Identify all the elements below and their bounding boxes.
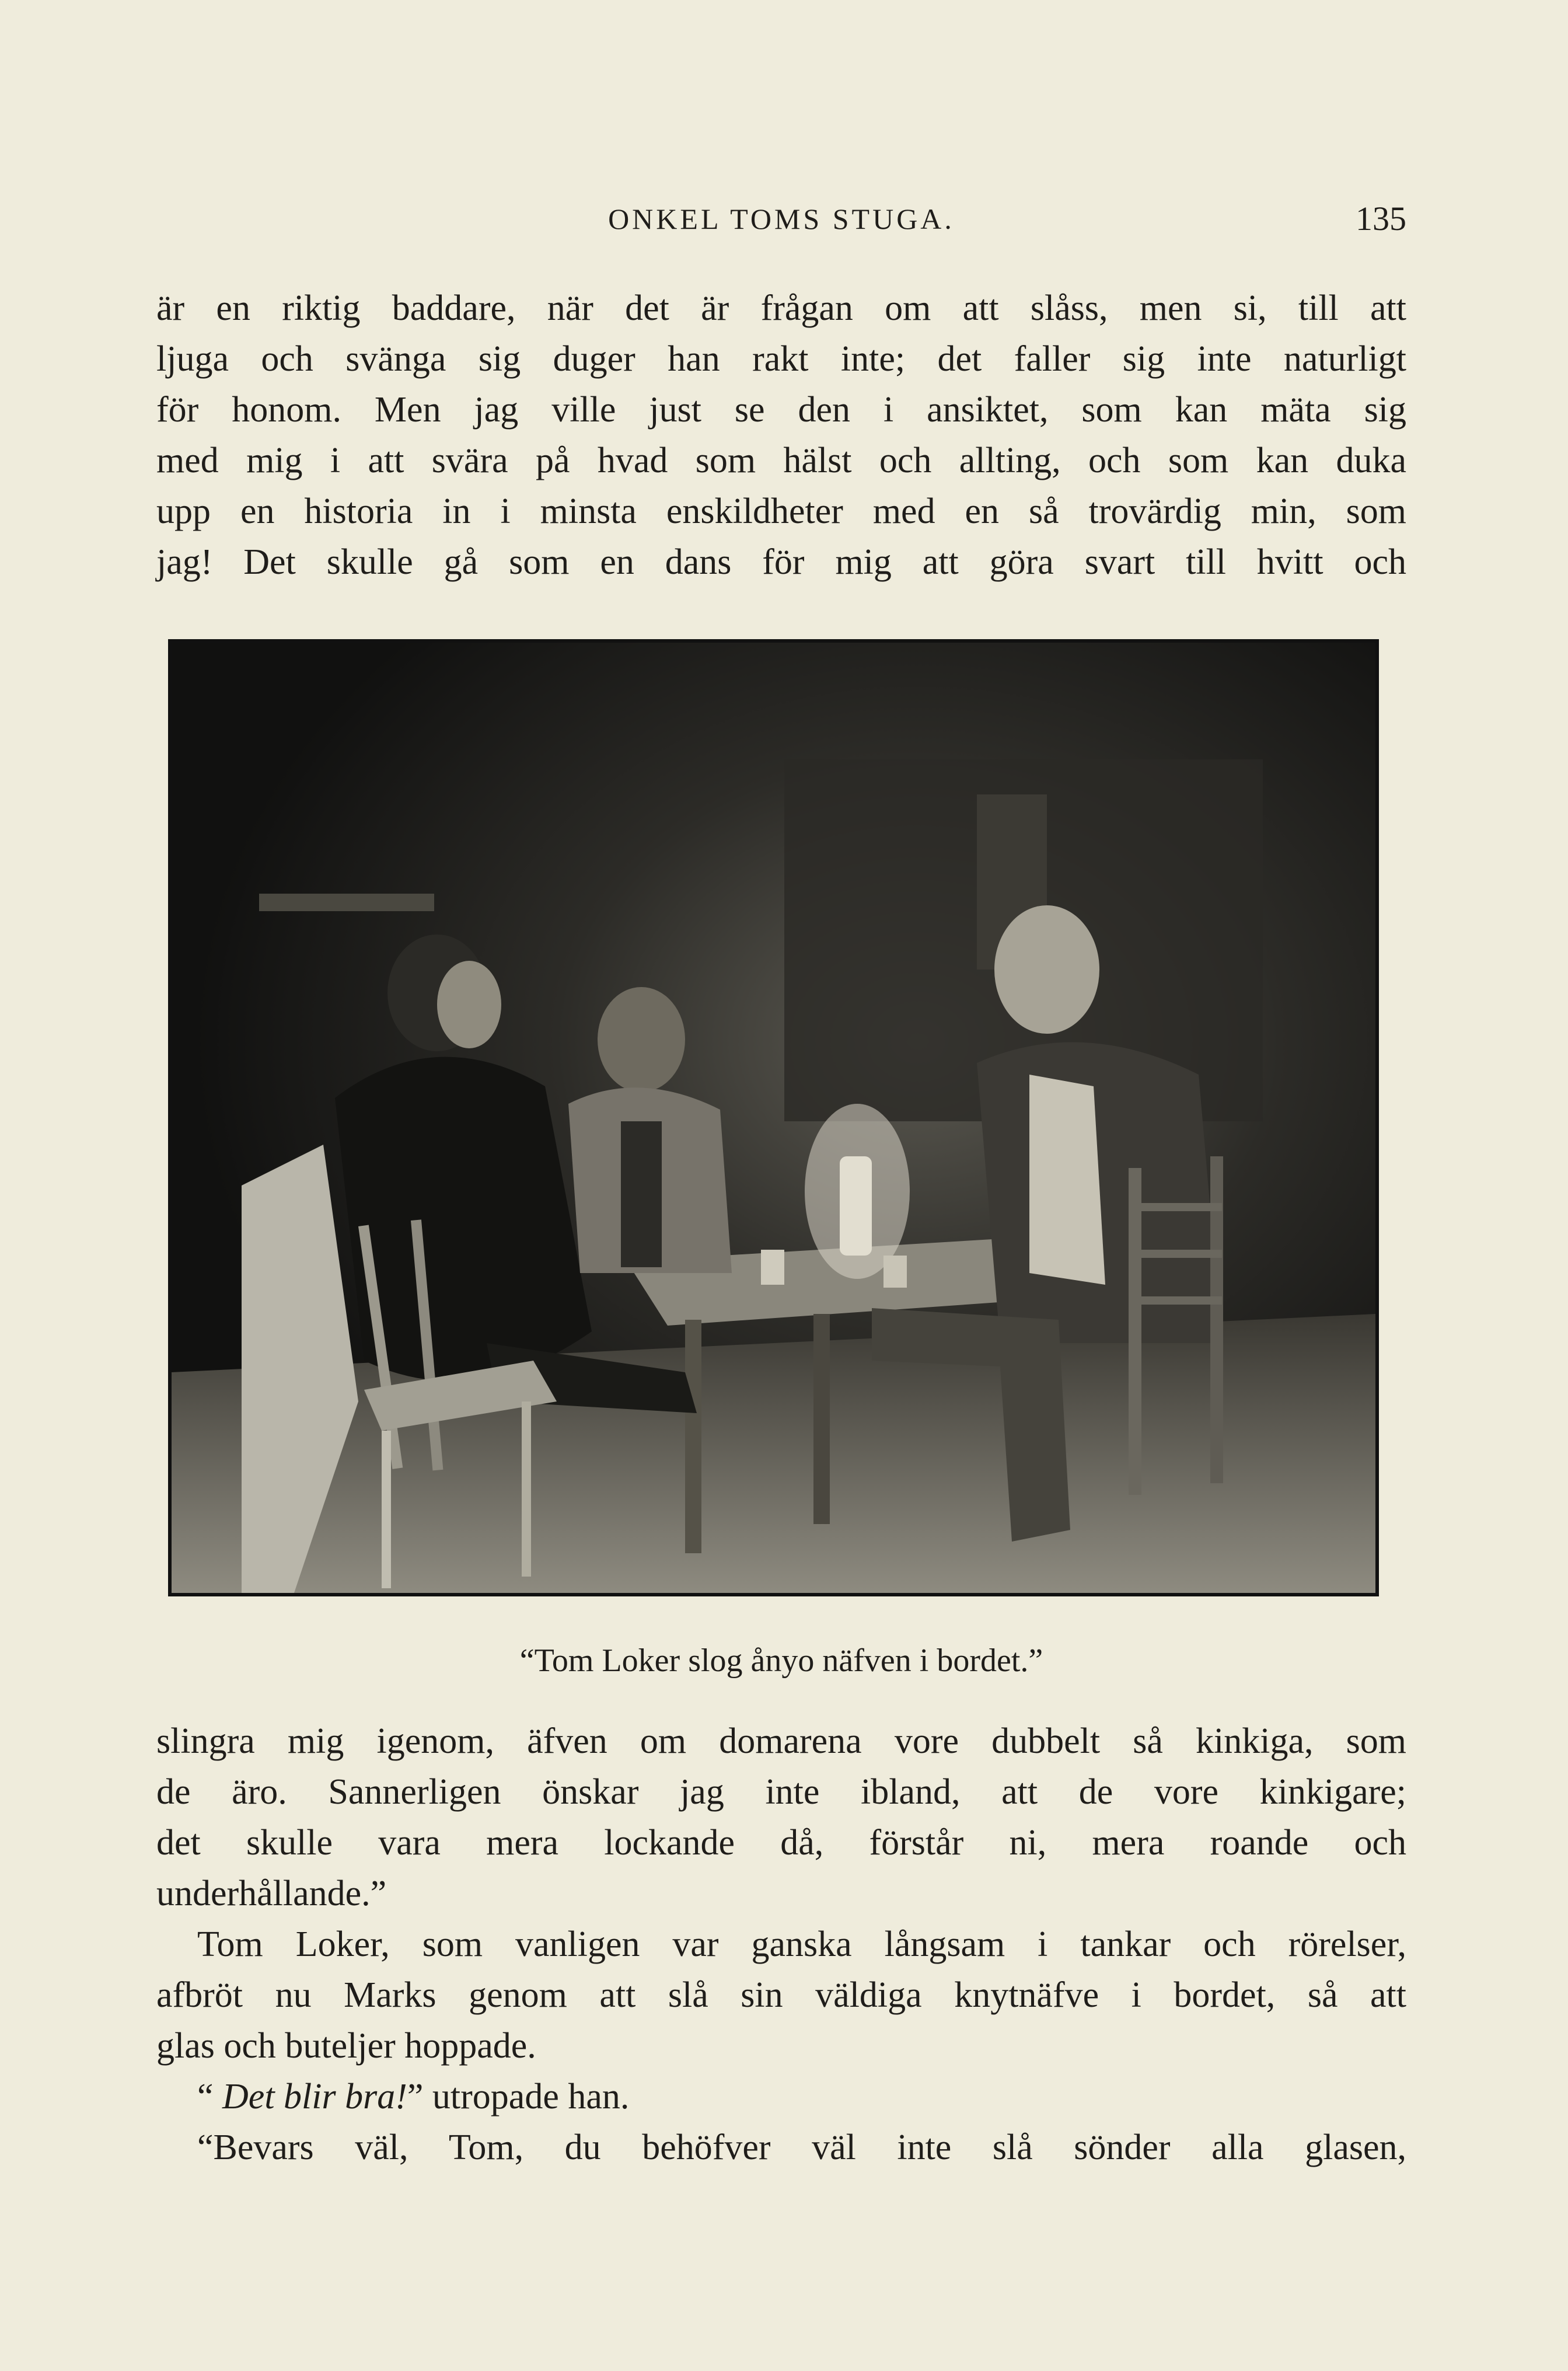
italic-quote: Det blir bra!: [222, 2077, 407, 2117]
running-title: ONKEL TOMS STUGA.: [608, 203, 955, 235]
text-line: med mig i att svära på hvad som hälst och allting, och som kan duka: [156, 441, 1406, 480]
wall-shelf: [259, 894, 434, 911]
text-line: upp en historia in i minsta enskildheter med en så trovärdig min, som: [156, 491, 1406, 531]
text-line: slingra mig igenom, äfven om domarena vore dubbelt så kinkiga, som: [156, 1721, 1406, 1761]
glass: [761, 1250, 784, 1285]
quote-rest: ” utropade han.: [407, 2077, 630, 2117]
text-line: är en riktig baddare, när det är frågan om att slåss, men si, till att: [156, 288, 1406, 328]
quote-open: “: [197, 2077, 214, 2117]
table-leg: [685, 1320, 701, 1553]
exclamation-line: [156, 2072, 1406, 2122]
text-line: “Bevars väl, Tom, du behöfver väl inte slå sönder alla glasen,: [197, 2128, 1406, 2167]
text-line: Tom Loker, som vanligen var ganska långsam i tankar och rörelser,: [197, 1924, 1406, 1964]
text-line: för honom. Men jag ville just se den i ansiktet, som kan mäta sig: [156, 390, 1406, 430]
illustration-caption: “Tom Loker slog ånyo näfven i bordet.”: [519, 1643, 1043, 1679]
text-line: ljuga och svänga sig duger han rakt inte; det faller sig inte naturligt: [156, 339, 1406, 379]
page-number: 135: [1356, 200, 1406, 238]
text-line: glas och buteljer hoppade.: [156, 2026, 536, 2066]
table-leg: [813, 1314, 830, 1524]
glass: [883, 1256, 907, 1288]
bottle: [840, 1156, 872, 1256]
text-line: de äro. Sannerligen önskar jag inte ibland, att de vore kinkigare;: [156, 1772, 1406, 1812]
text-line: afbröt nu Marks genom att slå sin väldiga knytnäfve i bordet, så att: [156, 1975, 1406, 2015]
bottom-text: [156, 1716, 1406, 2173]
tavern-illustration: [168, 639, 1379, 1596]
text-line: underhållande.”: [156, 1874, 387, 1913]
text-line: jag! Det skulle gå som en dans för mig att göra svart till hvitt och: [156, 542, 1406, 582]
top-paragraph: [156, 283, 1406, 588]
text-line: det skulle vara mera lockande då, förstår ni, mera roande och: [156, 1823, 1406, 1863]
running-head: [156, 196, 1406, 242]
